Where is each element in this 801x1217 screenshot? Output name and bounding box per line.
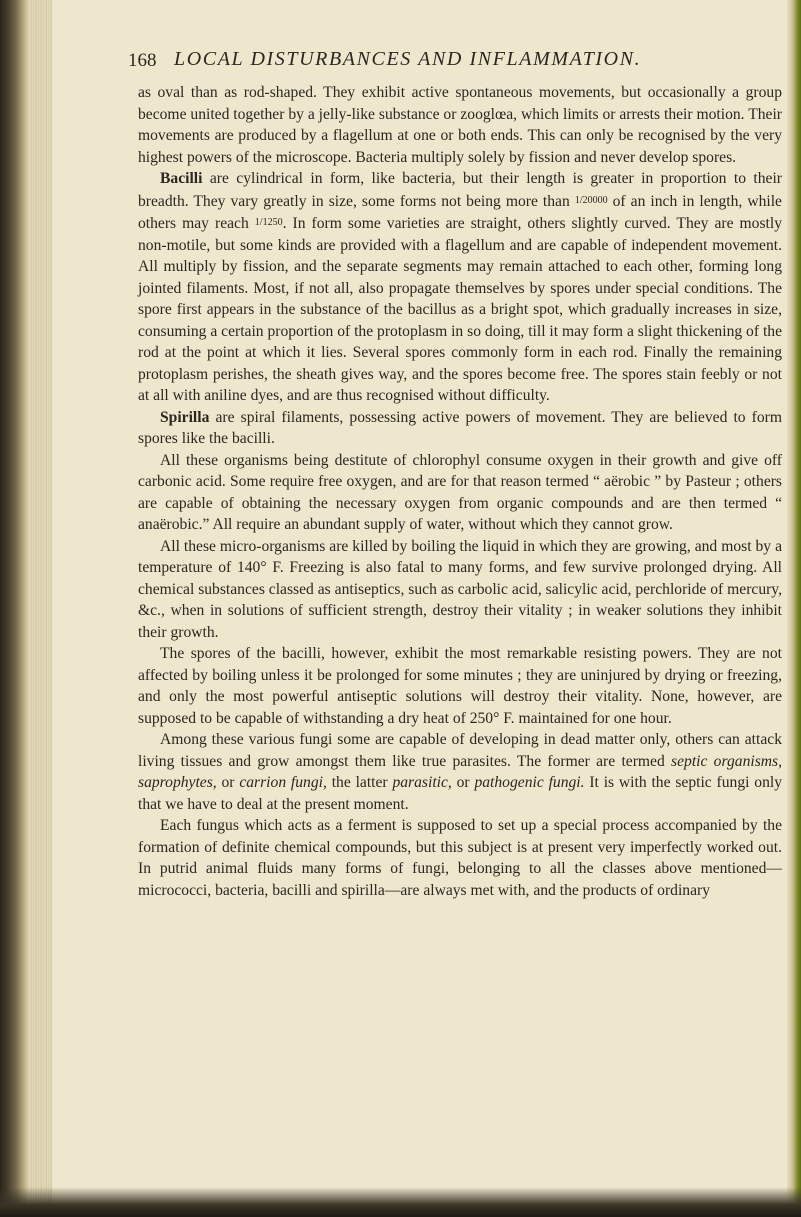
paragraph-text: or: [451, 774, 475, 791]
paragraph-text: The spores of the bacilli, however, exhibit the most remarkable resisting powers. They are not affected by boiling unless it be prolonged for some minutes ; they are uninjured by drying or freezing, and only the most powerful antiseptic solutions will destroy their vitality. None, however, are supposed to be capable of withstanding a dry heat of 250° F. maintained for one hour.: [138, 645, 782, 727]
paragraph-text: are spiral filaments, possessing active powers of movement. They are believed to form spores like the bacilli.: [138, 408, 782, 447]
page-number: 168: [128, 50, 157, 71]
paragraph: [138, 815, 782, 901]
italic-term: pathogenic fungi.: [474, 774, 585, 791]
paragraph-text: as oval than as rod-shaped. They exhibit active spontaneous movements, but occasionally a group become united together by a jelly-like substance or zooglœa, which limits or arrests their motion. Their movements are produced by a flagellum at one or both ends. This can only be recognised by the very highest powers of the microscope. Bacteria multiply solely by fission and never develop spores.: [138, 84, 782, 166]
italic-term: septic organisms, saprophytes,: [138, 752, 782, 791]
paragraph-text: the latter: [326, 774, 393, 791]
right-page-edge: [787, 0, 801, 1217]
paragraph-text: Among these various fungi some are capable of developing in dead matter only, others can attack living tissues and grow amongst them like true parasites. The former are termed: [138, 731, 782, 770]
fraction: 1/20000: [574, 194, 608, 206]
paragraph: [138, 450, 782, 536]
paragraph: [138, 407, 782, 450]
paragraph: [138, 536, 782, 644]
paragraph-text: All these organisms being destitute of chlorophyl consume oxygen in their growth and give off carbonic acid. Some require free oxygen, and are for that reason termed “ aërobic ” by Pasteur ; others are capable of obtaining the necessary oxygen from organic compounds and are then termed “ anaërobic.” All require an abundant supply of water, without which they cannot grow.: [138, 451, 782, 533]
term-spirilla: Spirilla: [160, 408, 210, 426]
paragraph-text: are cylindrical in form, like bacteria, but their length is greater in proportion to their breadth. They vary greatly in size, some forms not being more than: [138, 170, 782, 210]
running-head: LOCAL DISTURBANCES AND INFLAMMATION.: [174, 48, 642, 70]
paragraph-text: . In form some varieties are straight, others slightly curved. They are mostly non-motile, but some kinds are provided with a flagellum and are capable of independent movement. All multiply by fission, and the separate segments may remain attached to each other, forming long jointed filaments. Most, if not all, also propagate themselves by spores under special conditions. The spore first appears in the substance of the bacillus as a bright spot, which gradually increases in size, consuming a certain proportion of the protoplasm in so doing, till it may form a slight thickening of the rod at the point at which it lies. Several spores commonly form in each rod. Finally the remaining protoplasm perishes, the sheath gives way, and the spores become free. The spores stain feebly or not at all with aniline dyes, and are thus recognised without difficulty.: [138, 215, 782, 404]
paragraph-text: Each fungus which acts as a ferment is supposed to set up a special process accompanied by the formation of definite chemical compounds, but this subject is at present very imperfectly worked out. In putrid animal fluids many forms of fungi, belonging to all the classes above mentioned—micrococci, bacteria, bacilli and spirilla—are always met with, and the products of ordinary: [138, 817, 782, 899]
term-bacilli: Bacilli: [160, 170, 203, 187]
italic-term: carrion fungi,: [239, 774, 327, 791]
paragraph: [138, 168, 782, 407]
paragraph: [138, 729, 782, 815]
paragraph: [138, 643, 782, 729]
body-text: [138, 82, 782, 901]
bottom-page-edge: [0, 1187, 801, 1217]
fraction: 1/1250: [254, 217, 283, 228]
italic-term: parasitic,: [392, 774, 452, 791]
paragraph: [138, 82, 782, 168]
page-edges: [28, 0, 52, 1217]
paragraph-text: or: [216, 774, 240, 791]
book-gutter: [0, 0, 28, 1217]
paragraph-text: It is with the septic fungi only that we have to deal at the present moment.: [138, 774, 782, 813]
paragraph-text: of an inch in length, while others may reach: [138, 192, 782, 232]
page-header: [128, 44, 774, 74]
paragraph-text: All these micro-organisms are killed by boiling the liquid in which they are growing, and most by a temperature of 140° F. Freezing is also fatal to many forms, and few survive prolonged drying. All chemical substances classed as antiseptics, such as carbolic acid, salicylic acid, perchloride of mercury, &c., when in solutions of sufficient strength, destroy their vitality ; in weaker solutions they inhibit their growth.: [138, 537, 782, 641]
